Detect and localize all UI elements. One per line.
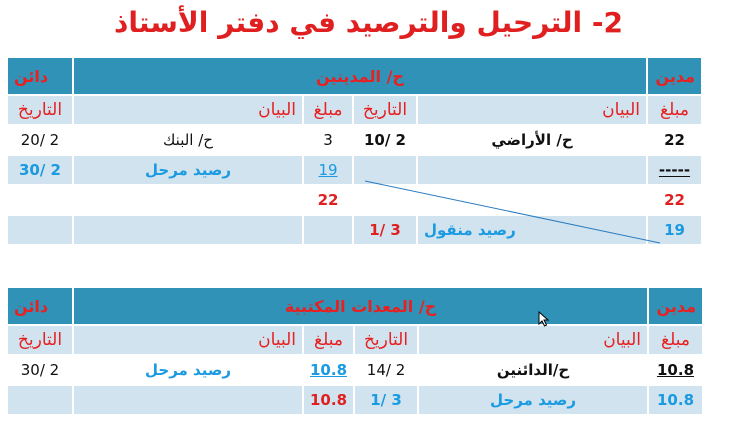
debit-date: 10/ 2 xyxy=(354,126,416,154)
debit-amount: 10.8 xyxy=(649,356,702,384)
credit-desc-header: البيان xyxy=(74,96,302,124)
debit-date: 1/ 3 xyxy=(355,386,417,414)
credit-amount: 3 xyxy=(304,126,352,154)
debit-desc: رصيد مرحل xyxy=(419,386,647,414)
credit-desc: رصيد مرحل xyxy=(74,156,302,184)
debit-amount-header: مبلغ xyxy=(648,96,701,124)
debit-desc: رصيد منقول xyxy=(418,216,646,244)
debit-amount-header: مبلغ xyxy=(649,326,702,354)
debit-label: مدين xyxy=(649,288,702,324)
credit-label: دائن xyxy=(8,288,72,324)
debit-date: 1/ 3 xyxy=(354,216,416,244)
credit-date: 30/ 2 xyxy=(8,156,72,184)
credit-date: 20/ 2 xyxy=(8,126,72,154)
credit-desc-header: البيان xyxy=(74,326,302,354)
account-name: ح/ المدينين xyxy=(74,58,646,94)
debit-desc-header: البيان xyxy=(418,96,646,124)
debit-date: 14/ 2 xyxy=(355,356,417,384)
credit-amount-header: مبلغ xyxy=(304,96,352,124)
debit-desc: ح/ الأراضي xyxy=(418,126,646,154)
account-name: ح/ المعدات المكتبية xyxy=(74,288,647,324)
debit-amount: 19 xyxy=(648,216,701,244)
credit-date-header: التاريخ xyxy=(8,326,72,354)
credit-date: 30/ 2 xyxy=(8,356,72,384)
debit-amount: 10.8 xyxy=(649,386,702,414)
credit-amount-header: مبلغ xyxy=(304,326,353,354)
credit-desc: رصيد مرحل xyxy=(74,356,302,384)
credit-amount: 10.8 xyxy=(304,356,353,384)
credit-date-header: التاريخ xyxy=(8,96,72,124)
debit-date-header: التاريخ xyxy=(355,326,417,354)
page-title: 2- الترحيل والترصيد في دفتر الأستاذ xyxy=(114,6,623,39)
debit-desc-header: البيان xyxy=(419,326,647,354)
debit-amount: 22 xyxy=(648,186,701,214)
mouse-cursor-icon xyxy=(538,311,550,327)
credit-amount: 10.8 xyxy=(304,386,353,414)
debit-date-header: التاريخ xyxy=(354,96,416,124)
debit-label: مدين xyxy=(648,58,701,94)
credit-desc: ح/ البنك xyxy=(74,126,302,154)
connector-line xyxy=(365,181,660,243)
debit-desc: ح/الدائنين xyxy=(419,356,647,384)
debit-amount: ----- xyxy=(648,156,701,184)
credit-amount: 22 xyxy=(304,186,352,214)
debit-amount: 22 xyxy=(648,126,701,154)
credit-amount: 19 xyxy=(304,156,352,184)
credit-label: دائن xyxy=(8,58,72,94)
